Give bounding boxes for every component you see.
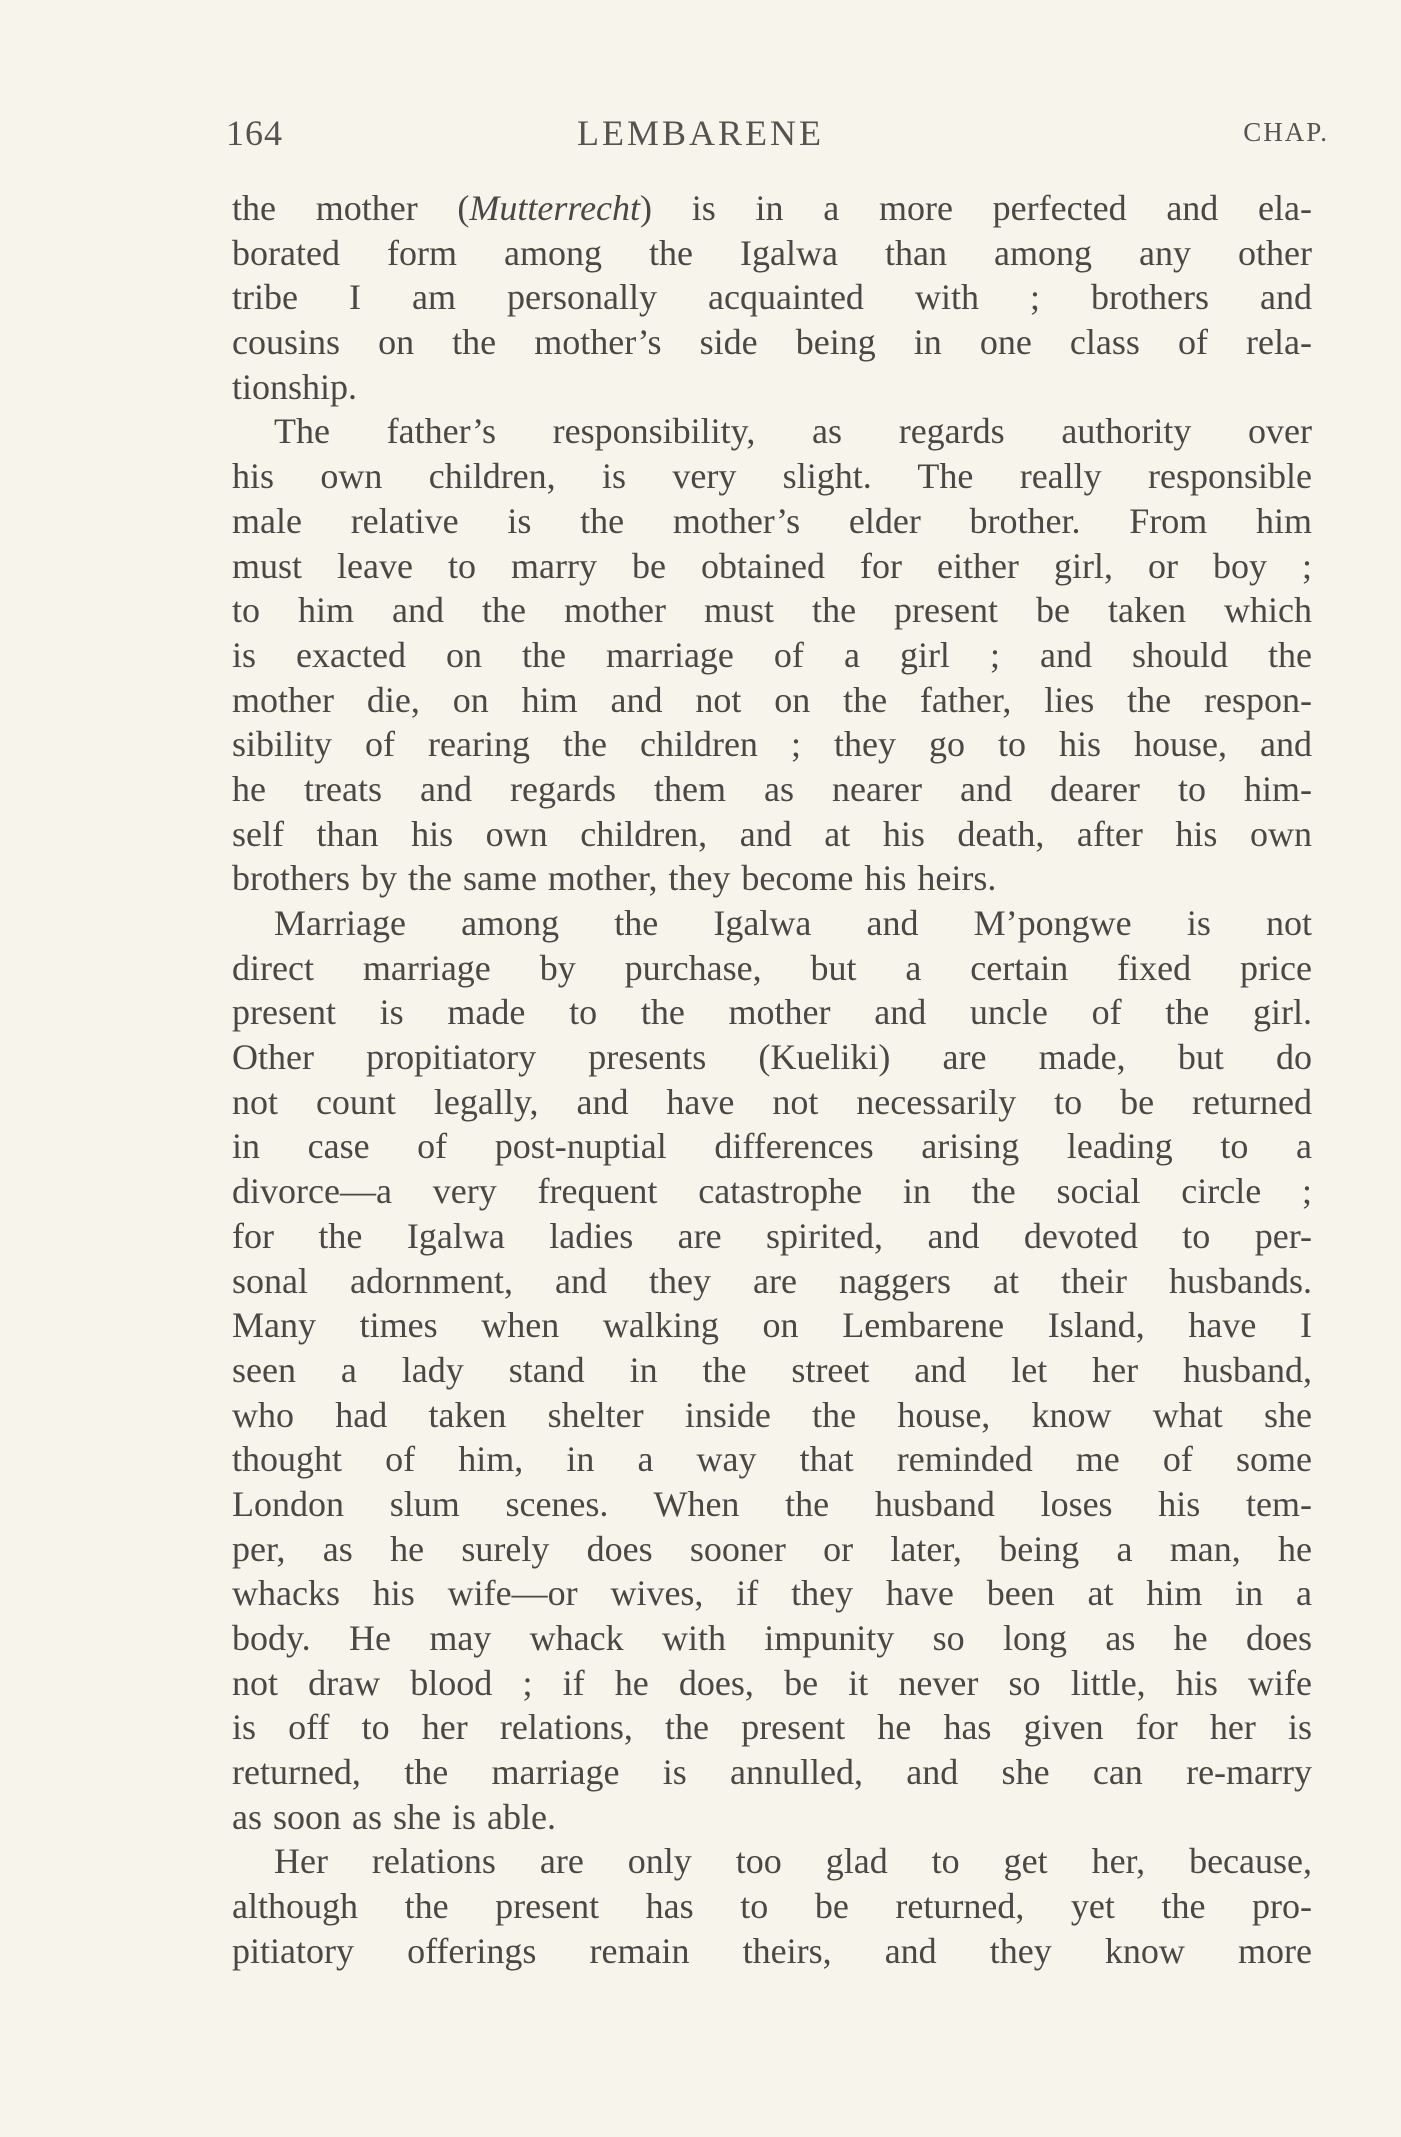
body-text	[232, 186, 1312, 1974]
running-title: LEMBARENE	[577, 113, 824, 153]
text-line: seen a lady stand in the street and let her husband,	[232, 1349, 1312, 1390]
text-line: as soon as she is able.	[232, 1796, 556, 1837]
text-line: Other propitiatory presents (Kueliki) are made, but do	[232, 1037, 1312, 1078]
text-line: borated form among the Igalwa than among any other	[232, 232, 1312, 273]
text-line: cousins on the mother’s side being in one class of rela-	[232, 322, 1312, 363]
text-line: not count legally, and have not necessarily to be returned	[232, 1081, 1312, 1122]
text-line: Many times when walking on Lembarene Island, have I	[232, 1305, 1312, 1346]
chapter-label: CHAP.	[1243, 117, 1329, 147]
text-line: must leave to marry be obtained for either girl, or boy ;	[232, 545, 1312, 586]
text-line: in case of post-nuptial differences arising leading to a	[232, 1126, 1312, 1167]
text-line: pitiatory offerings remain theirs, and they know more	[232, 1930, 1312, 1971]
text-line: is exacted on the marriage of a girl ; and should the	[232, 634, 1312, 675]
text-line: although the present has to be returned, yet the pro-	[232, 1886, 1312, 1927]
text-line: divorce—a very frequent catastrophe in the social circle ;	[232, 1171, 1312, 1212]
paragraph-start-line: Marriage among the Igalwa and M’pongwe is not	[274, 903, 1312, 943]
text-line: who had taken shelter inside the house, know what she	[232, 1394, 1312, 1435]
text-line: body. He may whack with impunity so long as he does	[232, 1618, 1312, 1658]
text-line: for the Igalwa ladies are spirited, and devoted to per-	[232, 1215, 1312, 1256]
text-line: brothers by the same mother, they become his heirs.	[232, 858, 997, 899]
text-line: sibility of rearing the children ; they go to his house, and	[232, 724, 1312, 765]
text-line: to him and the mother must the present be taken which	[232, 590, 1312, 631]
text-line: direct marriage by purchase, but a certain fixed price	[232, 947, 1312, 988]
text-line: present is made to the mother and uncle of the girl.	[232, 992, 1312, 1033]
page-number: 164	[226, 113, 283, 153]
text-line: whacks his wife—or wives, if they have been at him in a	[232, 1573, 1312, 1614]
text-line: not draw blood ; if he does, be it never so little, his wife	[232, 1662, 1312, 1703]
page-header	[0, 100, 1401, 160]
text-line: male relative is the mother’s elder brother. From him	[232, 500, 1312, 541]
text-line: tionship.	[232, 366, 358, 407]
text-line: is off to her relations, the present he has given for her is	[232, 1707, 1312, 1748]
text-line: sonal adornment, and they are naggers at their husbands.	[232, 1260, 1312, 1301]
text-line: mother die, on him and not on the father, lies the respon-	[232, 679, 1312, 720]
text-line: London slum scenes. When the husband loses his tem-	[232, 1483, 1312, 1524]
text-line: self than his own children, and at his death, after his own	[232, 813, 1312, 854]
text-line: per, as he surely does sooner or later, being a man, he	[232, 1528, 1312, 1569]
text-line: tribe I am personally acquainted with ; brothers and	[232, 277, 1312, 318]
text-line: returned, the marriage is annulled, and she can re-marry	[232, 1752, 1312, 1793]
italic-term: Mutterrecht	[469, 188, 641, 228]
text-line: his own children, is very slight. The really responsible	[232, 456, 1312, 497]
paragraph-start-line: Her relations are only too glad to get her, because,	[274, 1841, 1312, 1882]
text-line: the mother (Mutterrecht) is in a more perfected and ela-	[232, 188, 1312, 228]
paragraph-start-line: The father’s responsibility, as regards authority over	[274, 411, 1312, 452]
text-line: thought of him, in a way that reminded me of some	[232, 1439, 1312, 1480]
text-line: he treats and regards them as nearer and dearer to him-	[232, 768, 1312, 809]
